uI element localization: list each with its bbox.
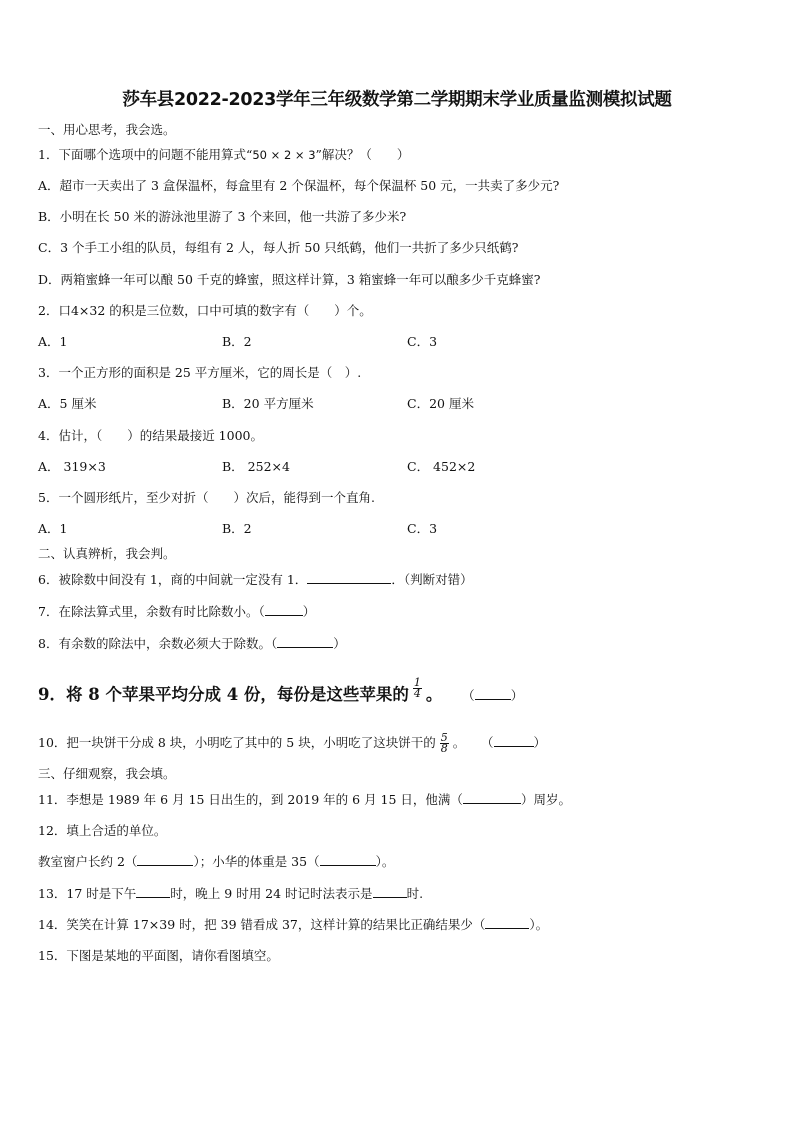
q2-option-c: C．3 (407, 334, 438, 349)
q11-text: 11．李想是 1989 年 6 月 15 日出生的，到 2019 年的 6 月 15 日，他满（ (38, 792, 463, 807)
question-2-stem: 2．口4×32 的积是三位数，口中可填的数字有（ ）个。 (38, 303, 372, 318)
question-9 (38, 676, 524, 707)
q13-answer-blank-2[interactable] (373, 885, 407, 898)
q9-paren-left: （ (468, 688, 475, 703)
q9-fraction (413, 678, 422, 699)
q9-tail: 。 (425, 685, 443, 704)
q1-option-a: A．超市一天卖出了 3 盒保温杯，每盒里有 2 个保温杯，每个保温杯 50 元，一共卖了多少元? (38, 178, 560, 193)
q10-fraction-numerator: 5 (440, 731, 448, 744)
question-5-stem: 5．一个圆形纸片，至少对折（ ）次后，能得到一个直角. (38, 490, 375, 505)
q3-option-a: A．5 厘米 (38, 396, 97, 411)
q13-answer-blank-1[interactable] (136, 885, 170, 898)
question-7 (38, 603, 315, 621)
q4-option-a: A． 319×3 (38, 459, 106, 474)
q7-tail: ） (302, 604, 316, 619)
q7-answer-blank[interactable] (265, 603, 303, 616)
q6-text: 6．被除数中间没有 1，商的中间就一定没有 1． (38, 572, 308, 587)
q12-answer-blank-1[interactable] (137, 853, 193, 866)
question-13 (38, 885, 423, 903)
page-title: 莎车县2022-2023学年三年级数学第二学期期末学业质量监测模拟试题 (122, 90, 672, 110)
q9-answer-blank[interactable] (475, 687, 511, 700)
q1-stem-pre: 1．下面哪个选项中的问题不能用算式“ (38, 147, 253, 162)
q10-paren-left: （ (487, 735, 494, 750)
q9-text: 9．将 8 个苹果平均分成 4 份，每份是这些苹果的 (38, 685, 409, 704)
q14-text: 14．笑笑在计算 17×39 时，把 39 错看成 37，这样计算的结果比正确结果少（ (38, 917, 486, 932)
q8-answer-blank[interactable] (277, 635, 333, 648)
q9-fraction-numerator: 1 (413, 676, 421, 689)
q2-option-b: B．2 (222, 334, 252, 349)
question-11 (38, 791, 571, 809)
q14-tail: ）。 (529, 917, 549, 932)
q10-fraction (440, 733, 449, 754)
question-4-stem: 4．估计，（ ）的结果最接近 1000。 (38, 428, 263, 443)
q9-paren-right: ） (510, 688, 524, 703)
question-8 (38, 635, 346, 653)
q5-option-a: A．1 (38, 521, 68, 536)
question-3-stem: 3．一个正方形的面积是 25 平方厘米，它的周长是（ ）. (38, 365, 362, 380)
q12-part-1: 教室窗户长约 2（ (38, 854, 138, 869)
q13-part-3: 时. (406, 886, 424, 901)
q2-option-a: A．1 (38, 334, 68, 349)
q12-answer-blank-2[interactable] (320, 853, 376, 866)
q1-option-c: C．3 个手工小组的队员，每组有 2 人，每人折 50 只纸鹤，他们一共折了多少只纸鹤? (38, 240, 519, 255)
q1-option-b: B．小明在长 50 米的游泳池里游了 3 个来回，他一共游了多少米? (38, 209, 407, 224)
q5-option-b: B．2 (222, 521, 252, 536)
q1-expression: 50 × 2 × 3 (252, 148, 316, 162)
q10-text: 10．把一块饼干分成 8 块，小明吃了其中的 5 块，小明吃了这块饼干的 (38, 735, 436, 750)
q10-paren-right: ） (533, 735, 547, 750)
q14-answer-blank[interactable] (485, 916, 529, 929)
question-12: 12．填上合适的单位。 (38, 823, 167, 838)
q4-option-c: C． 452×2 (407, 459, 476, 474)
q8-text: 8．有余数的除法中，余数必须大于除数。（ (38, 636, 278, 651)
q6-tail: ．（判断对错） (391, 572, 473, 587)
q11-answer-blank[interactable] (463, 791, 521, 804)
q10-tail: 。 (452, 735, 466, 750)
q5-option-c: C．3 (407, 521, 438, 536)
q7-text: 7．在除法算式里，余数有时比除数小。（ (38, 604, 265, 619)
section-2-heading: 二、认真辨析，我会判。 (38, 546, 176, 561)
question-10 (38, 733, 546, 754)
q10-fraction-denominator: 8 (440, 742, 448, 755)
question-1-stem (38, 146, 409, 164)
q10-answer-blank[interactable] (494, 734, 534, 747)
question-6 (38, 571, 473, 589)
q12-part-2: ）；小华的体重是 35（ (193, 854, 320, 869)
question-15: 15．下图是某地的平面图，请你看图填空。 (38, 948, 279, 963)
q3-option-b: B．20 平方厘米 (222, 396, 314, 411)
q12-part-3: ）。 (375, 854, 395, 869)
q9-fraction-denominator: 4 (413, 687, 421, 700)
q8-tail: ） (333, 636, 346, 651)
q1-stem-post: ”解决？（ ） (315, 147, 410, 162)
q13-part-2: 时，晚上 9 时用 24 时记时法表示是 (170, 886, 373, 901)
q4-option-b: B． 252×4 (222, 459, 290, 474)
question-14 (38, 916, 548, 934)
q1-option-d: D．两箱蜜蜂一年可以酿 50 千克的蜂蜜，照这样计算，3 箱蜜蜂一年可以酿多少千克蜂蜜? (38, 272, 541, 287)
q11-tail: ）周岁。 (520, 792, 571, 807)
q3-option-c: C．20 厘米 (407, 396, 474, 411)
section-3-heading: 三、仔细观察，我会填。 (38, 766, 176, 781)
section-1-heading: 一、用心思考，我会选。 (38, 122, 176, 137)
q6-answer-blank[interactable] (307, 571, 391, 584)
question-12-fill (38, 853, 394, 871)
q13-part-1: 13．17 时是下午 (38, 886, 137, 901)
